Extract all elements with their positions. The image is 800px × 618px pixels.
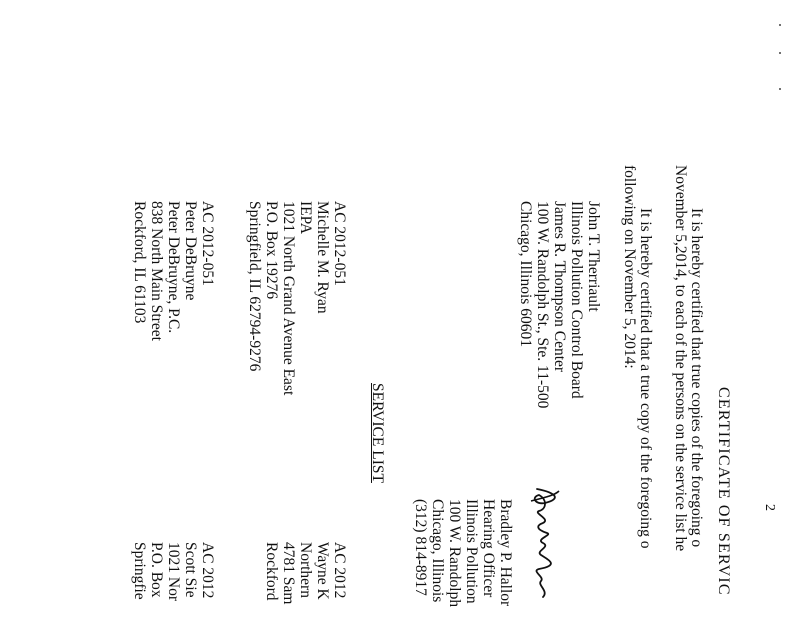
officer-line: Hearing Officer xyxy=(480,499,497,598)
recipient-line: 838 North Main Street xyxy=(148,201,165,341)
recipient-line: AC 2012 xyxy=(199,542,216,599)
recipient-scott xyxy=(131,542,216,601)
page-number: 2 xyxy=(762,504,777,511)
recipient-debruyne xyxy=(131,201,216,341)
paragraph2-line1: It is hereby certified that a true copy of the foregoing o xyxy=(637,208,654,549)
recipient-line: Springfield, IL 62794-9276 xyxy=(246,201,263,372)
recipient-line: 4781 Sam xyxy=(280,542,297,605)
recipient-line: IEPA xyxy=(297,201,314,235)
recipient-line: Springfie xyxy=(131,542,148,600)
officer-line: 100 W. Randolph xyxy=(446,499,463,608)
recipient-line: AC 2012-051 xyxy=(331,201,348,286)
recipient-line: Rockford, IL 61103 xyxy=(131,201,148,324)
paragraph1-line1: It is hereby certified that true copies of the foregoing o xyxy=(688,208,705,548)
recipient-line: Rockford xyxy=(263,542,280,601)
recipient-line: P.O. Box xyxy=(148,542,165,598)
recipient-wayne xyxy=(263,542,348,604)
officer-line: (312) 814-8917 xyxy=(412,499,429,596)
recipient-line: Peter DeBruyne, P.C. xyxy=(165,201,182,334)
recipient-line: Wayne K xyxy=(314,542,331,600)
recipient-ryan xyxy=(246,201,348,395)
recipient-line: Michelle M. Ryan xyxy=(314,201,331,314)
address-line: 100 W. Randolph St., Ste. 11-500 xyxy=(534,201,551,409)
address-line: James R. Thompson Center xyxy=(551,201,568,373)
recipient-line: 1021 Nor xyxy=(165,542,182,601)
paragraph1-line2: November 5,2014, to each of the persons on the service list he xyxy=(672,165,689,552)
recipient-line: Northern xyxy=(297,542,314,598)
officer-line: Illinois Pollution xyxy=(463,499,480,604)
address-line: Illinois Pollution Control Board xyxy=(568,201,585,399)
service-list-title: SERVICE LIST xyxy=(369,383,386,483)
officer-line: Bradley P. Hallor xyxy=(497,499,514,607)
certificate-heading: CERTIFICATE OF SERVIC xyxy=(715,387,732,596)
recipient-line: P.O. Box 19276 xyxy=(263,201,280,300)
paragraph2-line2: following on November 5, 2014: xyxy=(621,165,638,369)
recipient-line: 1021 North Grand Avenue East xyxy=(280,201,297,396)
officer-line: Chicago, Illinois xyxy=(429,499,446,603)
recipient-line: AC 2012 xyxy=(331,542,348,599)
recipient-line: Scott Sie xyxy=(182,542,199,598)
address-line: John T. Therriault xyxy=(585,201,602,312)
address-line: Chicago, Illinois 60601 xyxy=(517,201,534,347)
board-address xyxy=(517,201,602,408)
hearing-officer-block xyxy=(412,499,514,607)
recipient-line: AC 2012-051 xyxy=(199,201,216,286)
recipient-line: Peter DeBruyne xyxy=(182,201,199,301)
signature-image xyxy=(525,485,565,610)
